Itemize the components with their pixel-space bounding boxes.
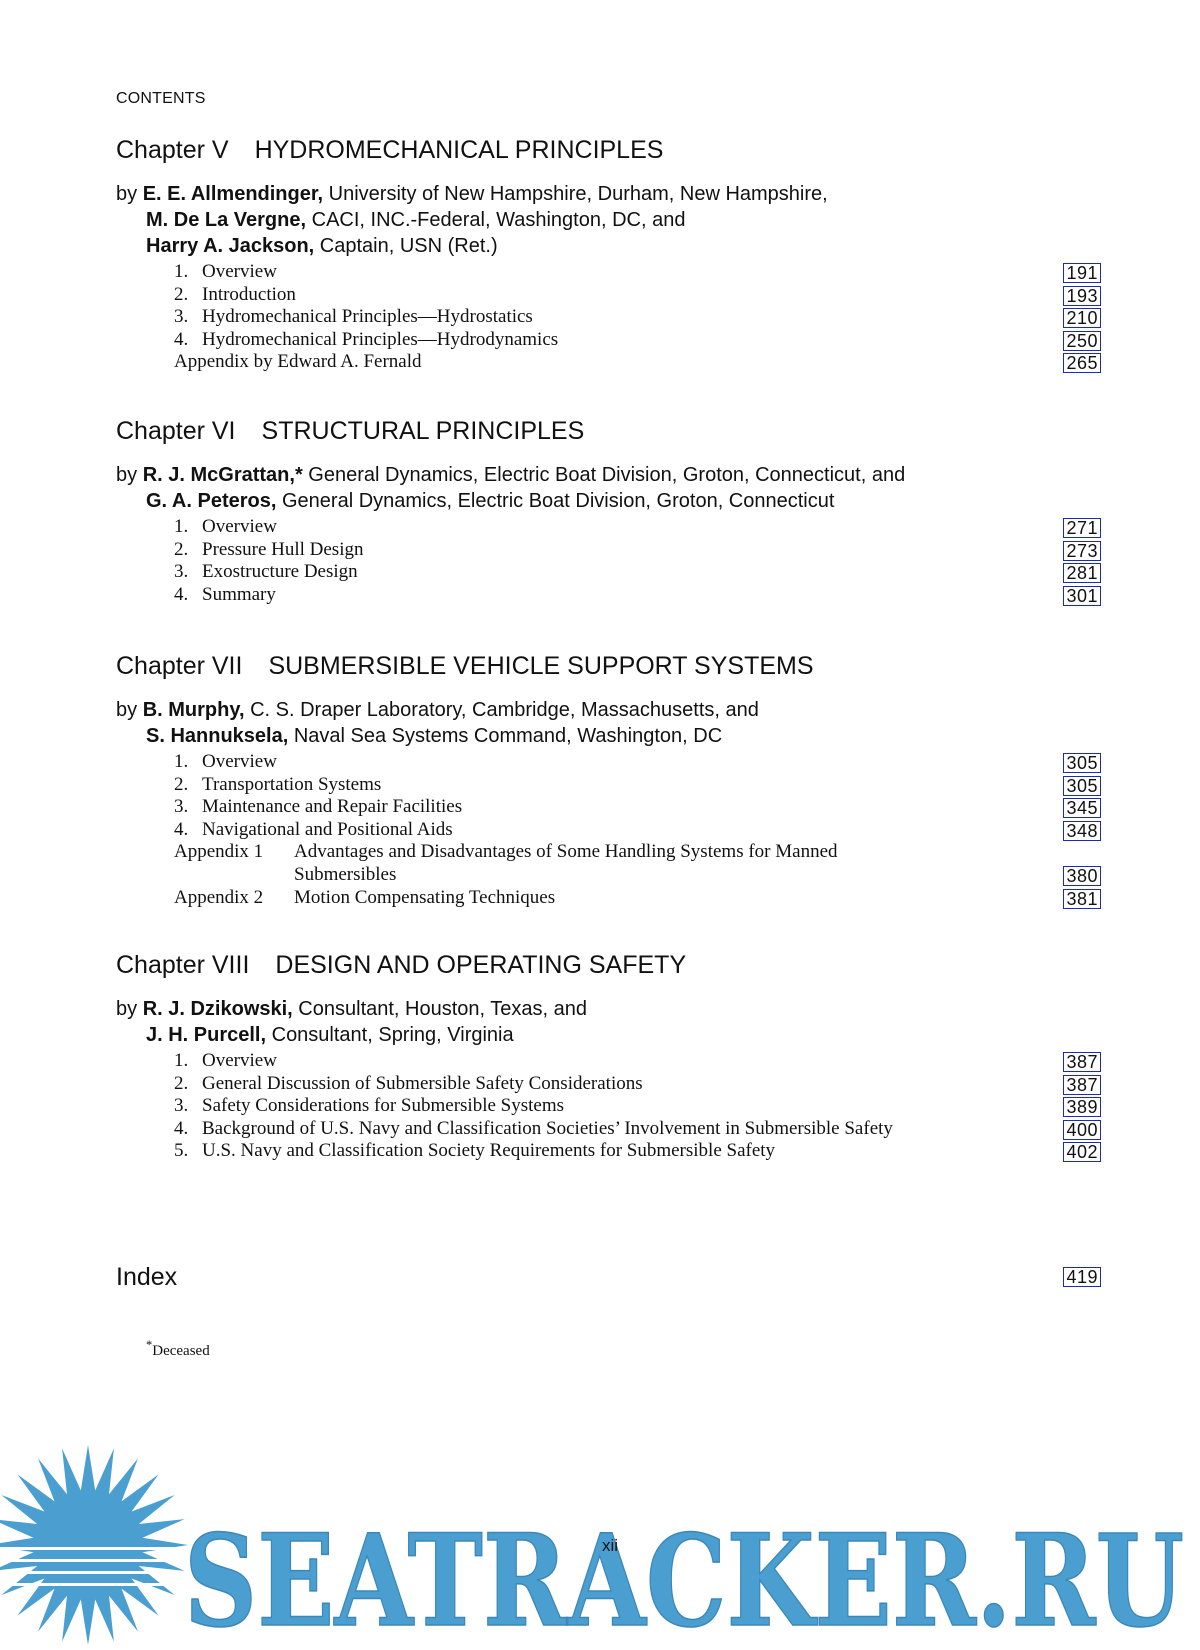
toc-entry[interactable]: 2. General Discussion of Submersible Safety Considerations 387 <box>116 1073 1101 1096</box>
page-link[interactable]: 271 <box>1063 518 1101 538</box>
author-affiliation: Captain, USN (Ret.) <box>314 235 498 257</box>
appendix-label: Appendix 1 <box>174 841 264 863</box>
entry-title: Hydromechanical Principles—Hydrostatics <box>202 306 533 328</box>
entry-title: General Discussion of Submersible Safety Considerations <box>202 1072 643 1094</box>
author-affiliation: University of New Hampshire, Durham, New Hampshire, <box>323 183 828 205</box>
toc-entries <box>116 261 1101 374</box>
chapter-number: Chapter VI <box>116 417 236 445</box>
page-number: xii <box>602 1536 619 1555</box>
author-affiliation: C. S. Draper Laboratory, Cambridge, Massachusetts, and <box>244 699 759 721</box>
page-link[interactable]: 348 <box>1063 821 1101 841</box>
entry-title: Safety Considerations for Submersible Systems <box>202 1095 565 1117</box>
author-line: by B. Murphy, C. S. Draper Laboratory, Cambridge, Massachusetts, and <box>116 699 759 721</box>
page-link[interactable]: 281 <box>1063 563 1101 583</box>
page-link[interactable]: 389 <box>1063 1097 1101 1117</box>
chapter-title: HYDROMECHANICAL PRINCIPLES <box>254 136 664 164</box>
chapter-title: DESIGN AND OPERATING SAFETY <box>275 951 687 979</box>
page-link[interactable]: 345 <box>1063 798 1101 818</box>
toc-entry[interactable]: 3. Hydromechanical Principles—Hydrostatics 210 <box>116 306 1101 329</box>
chapter-title: STRUCTURAL PRINCIPLES <box>261 417 585 445</box>
page-link[interactable]: 387 <box>1063 1075 1101 1095</box>
chapter-heading <box>116 948 1101 982</box>
entry-title: Overview <box>202 751 277 772</box>
author-line <box>116 233 1101 259</box>
author-line <box>116 723 1101 749</box>
appendix-entry[interactable] <box>116 887 1101 910</box>
index-label: Index <box>116 1263 178 1291</box>
watermark-text: SEATRACKER.RU <box>184 1507 1184 1650</box>
chapter-vi <box>116 414 1101 606</box>
chapter-vii <box>116 649 1101 909</box>
author-list <box>116 181 1101 259</box>
author-affiliation: Consultant, Spring, Virginia <box>266 1024 514 1046</box>
appendix-entry[interactable] <box>116 841 1101 864</box>
running-head: CONTENTS <box>116 90 206 107</box>
toc-entries <box>116 1050 1101 1163</box>
entry-title: Introduction <box>202 283 296 305</box>
entry-title: Transportation Systems <box>202 773 382 795</box>
page-link[interactable]: 387 <box>1063 1052 1101 1072</box>
author-affiliation: General Dynamics, Electric Boat Division, Groton, Connecticut <box>276 490 835 512</box>
author-list <box>116 996 1101 1048</box>
author-name: J. H. Purcell, <box>146 1024 267 1046</box>
page-link[interactable]: 380 <box>1063 866 1101 886</box>
entry-title: Overview <box>202 516 277 537</box>
page-link[interactable]: 191 <box>1063 263 1101 283</box>
toc-entry[interactable]: 2. Pressure Hull Design 273 <box>116 539 1101 562</box>
toc-entry[interactable]: 1. Overview 271 <box>116 516 1101 539</box>
toc-entry[interactable]: 1. Overview 191 <box>116 261 1101 284</box>
author-affiliation: CACI, INC.-Federal, Washington, DC, and <box>306 209 686 231</box>
page-link[interactable]: 193 <box>1063 286 1101 306</box>
entry-title: Exostructure Design <box>202 561 358 583</box>
page-link[interactable]: 419 <box>1063 1267 1101 1287</box>
watermark-logo <box>0 1435 1200 1650</box>
toc-entry[interactable]: 1. Overview 387 <box>116 1050 1101 1073</box>
appendix-label: Appendix 2 <box>174 886 264 908</box>
page-link[interactable]: 402 <box>1063 1142 1101 1162</box>
chapter-viii <box>116 948 1101 1163</box>
entry-title: Motion Compensating Techniques <box>294 886 556 908</box>
toc-entry[interactable] <box>116 351 1101 374</box>
author-name: G. A. Peteros, <box>146 490 277 512</box>
page-link[interactable]: 301 <box>1063 586 1101 606</box>
chapter-number: Chapter V <box>116 136 229 164</box>
toc-entries <box>116 751 1101 909</box>
toc-entry[interactable]: 1. Overview 305 <box>116 751 1101 774</box>
author-affiliation: Naval Sea Systems Command, Washington, DC <box>288 725 723 747</box>
entry-title: Summary <box>202 583 276 605</box>
chapter-number: Chapter VIII <box>116 951 250 979</box>
toc-entry[interactable]: 2. Transportation Systems 305 <box>116 774 1101 797</box>
toc-entry[interactable]: 4. Navigational and Positional Aids 348 <box>116 819 1101 842</box>
entry-title: Maintenance and Repair Facilities <box>202 796 463 818</box>
author-name: B. Murphy, <box>142 699 245 721</box>
footnote <box>146 1338 210 1360</box>
page-link[interactable]: 265 <box>1063 353 1101 373</box>
entry-title: Hydromechanical Principles—Hydrodynamics <box>202 328 559 350</box>
author-affiliation: Consultant, Houston, Texas, and <box>292 998 588 1020</box>
author-name: S. Hannuksela, <box>146 725 289 747</box>
author-list <box>116 462 1101 514</box>
chapter-heading <box>116 649 1101 683</box>
author-name: Harry A. Jackson, <box>146 235 315 257</box>
sun-icon <box>0 1445 200 1645</box>
page-link[interactable]: 273 <box>1063 541 1101 561</box>
author-line: by E. E. Allmendinger, University of New Hampshire, Durham, New Hampshire, <box>116 183 828 205</box>
page-link[interactable]: 250 <box>1063 331 1101 351</box>
author-name: R. J. McGrattan,* <box>142 464 303 486</box>
entry-title-continued: Submersibles <box>294 863 397 885</box>
author-name: M. De La Vergne, <box>146 209 307 231</box>
entry-title: Advantages and Disadvantages of Some Handling Systems for Manned <box>294 841 838 863</box>
chapter-number: Chapter VII <box>116 652 243 680</box>
author-list <box>116 697 1101 749</box>
page-link[interactable]: 381 <box>1063 889 1101 909</box>
author-line <box>116 1022 1101 1048</box>
toc-entries <box>116 516 1101 606</box>
entry-title: Overview <box>202 1050 277 1071</box>
author-affiliation: General Dynamics, Electric Boat Division, Groton, Connecticut, and <box>302 464 906 486</box>
index-entry[interactable] <box>116 1260 1101 1294</box>
entry-title: Pressure Hull Design <box>202 538 364 560</box>
page-link[interactable]: 305 <box>1063 753 1101 773</box>
toc-entry[interactable]: 5. U.S. Navy and Classification Society Requirements for Submersible Safety 402 <box>116 1140 1101 1163</box>
entry-title: Background of U.S. Navy and Classification Societies’ Involvement in Submersible Safety <box>202 1117 893 1139</box>
page-link[interactable]: 400 <box>1063 1120 1101 1140</box>
chapter-title: SUBMERSIBLE VEHICLE SUPPORT SYSTEMS <box>268 652 814 680</box>
footnote-mark: * <box>146 1338 153 1352</box>
entry-title: U.S. Navy and Classification Society Requirements for Submersible Safety <box>202 1140 776 1162</box>
chapter-heading <box>116 133 1101 167</box>
toc-entry[interactable]: 2. Introduction 193 <box>116 284 1101 307</box>
entry-title: Appendix by Edward A. Fernald <box>174 351 422 373</box>
footnote-text: Deceased <box>152 1343 210 1359</box>
author-name: R. J. Dzikowski, <box>142 998 293 1020</box>
author-line <box>116 207 1101 233</box>
toc-entry[interactable]: 4. Hydromechanical Principles—Hydrodynamics 250 <box>116 329 1101 352</box>
author-line <box>116 488 1101 514</box>
author-name: E. E. Allmendinger, <box>142 183 324 205</box>
toc-entry[interactable]: 3. Exostructure Design 281 <box>116 561 1101 584</box>
author-line: by R. J. Dzikowski, Consultant, Houston, Texas, and <box>116 998 588 1020</box>
author-line: by R. J. McGrattan,* General Dynamics, Electric Boat Division, Groton, Connecticut, and <box>116 464 906 486</box>
entry-title: Overview <box>202 261 277 282</box>
page-link[interactable]: 305 <box>1063 776 1101 796</box>
toc-entry[interactable]: 3. Safety Considerations for Submersible Systems 389 <box>116 1095 1101 1118</box>
appendix-entry-continued[interactable] <box>116 864 1101 887</box>
toc-entry[interactable]: 3. Maintenance and Repair Facilities 345 <box>116 796 1101 819</box>
page-link[interactable]: 210 <box>1063 308 1101 328</box>
toc-entry[interactable]: 4. Summary 301 <box>116 584 1101 607</box>
chapter-v <box>116 133 1101 374</box>
entry-title: Navigational and Positional Aids <box>202 818 453 840</box>
toc-entry[interactable]: 4. Background of U.S. Navy and Classification Societies’ Involvement in Submersible Safety 400 <box>116 1118 1101 1141</box>
chapter-heading <box>116 414 1101 448</box>
